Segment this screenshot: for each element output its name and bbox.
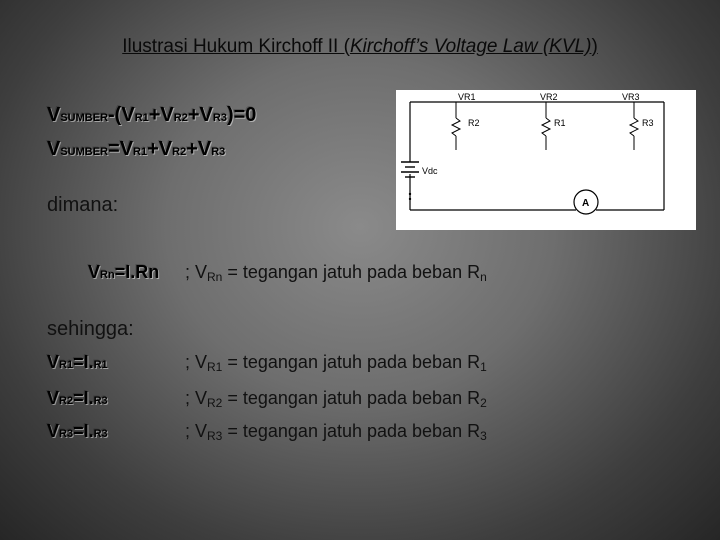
label-r3: R3	[642, 118, 654, 128]
equation-vr1: VR1=I.R1	[47, 352, 108, 372]
equation-sum: VSUMBER=VR1+VR2+VR3	[47, 138, 226, 160]
vr3-explanation: ; $V_{R3}$ = tegangan jatuh pada beban $R_3$	[185, 421, 487, 443]
label-vr1: VR1	[458, 92, 476, 102]
equation-vrn: VRn=I.Rn	[88, 262, 160, 282]
vr1-explanation: ; $V_{R1}$ = tegangan jatuh pada beban $R_1$	[185, 352, 487, 374]
label-vdc: Vdc	[422, 166, 438, 176]
equation-vr2: VR2=I.R3	[47, 388, 108, 408]
equation-vr3: VR3=I.R3	[47, 421, 108, 441]
label-vr2: VR2	[540, 92, 558, 102]
label-vr3: VR3	[622, 92, 640, 102]
dimana-label: dimana:	[47, 194, 119, 216]
sehingga-label: sehingga:	[47, 318, 134, 340]
vrn-explanation: ; $V_{Rn}$ = tegangan jatuh pada beban $R_n$	[185, 262, 487, 284]
label-r1: R1	[554, 118, 566, 128]
slide-title: Ilustrasi Hukum Kirchoff II (Kirchoff’s Voltage Law (KVL))	[122, 36, 598, 57]
label-ammeter: A	[582, 198, 590, 209]
label-r2: R2	[468, 118, 480, 128]
equation-kvl: VSUMBER-(VR1+VR2+VR3)=0	[47, 104, 257, 126]
vr2-explanation: ; $V_{R2}$ = tegangan jatuh pada beban $R_2$	[185, 388, 487, 410]
circuit-diagram	[396, 90, 696, 230]
